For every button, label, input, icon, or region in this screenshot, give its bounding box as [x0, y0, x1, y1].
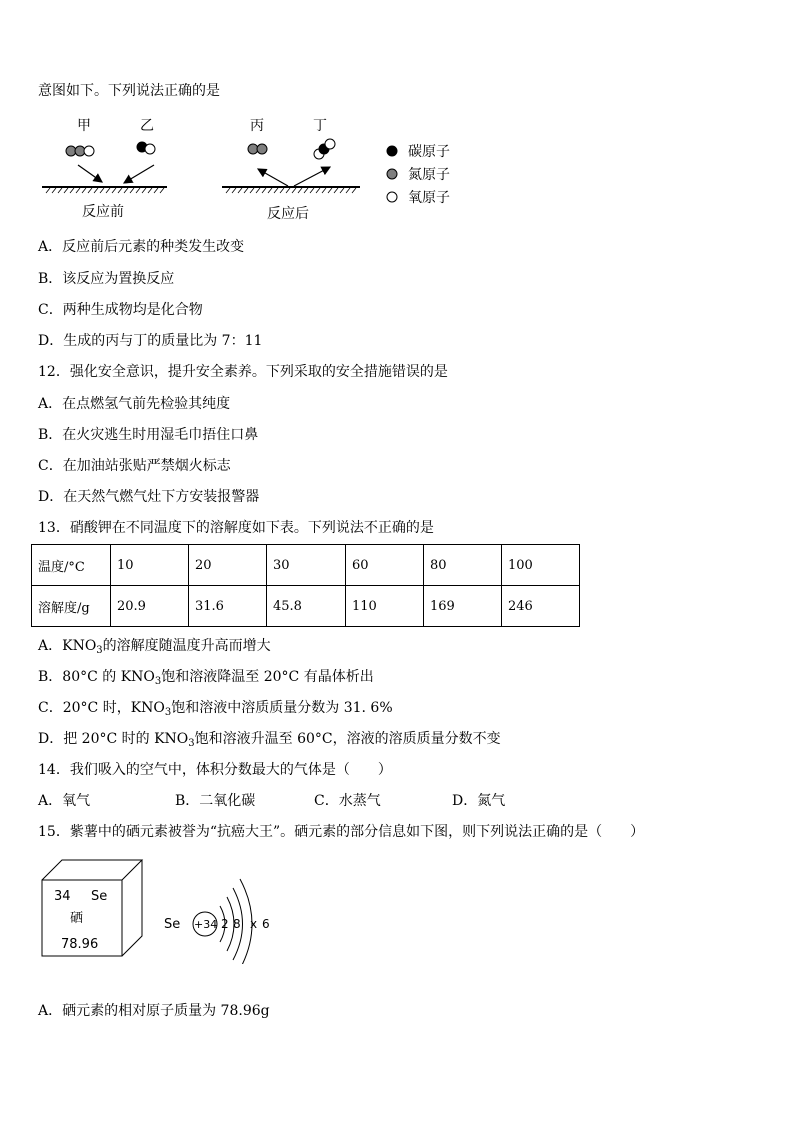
- q15-stem: 15．紫薯中的硒元素被誉为“抗癌大王”。硒元素的部分信息如下图，则下列说法正确的是（ ）: [38, 824, 645, 840]
- q14-options: [38, 792, 505, 810]
- table-cell: 246: [502, 586, 580, 627]
- surface-after: [222, 187, 360, 193]
- q11-option-a: A．反应前后元素的种类发生改变: [38, 239, 245, 255]
- molecule-yi: [137, 142, 155, 154]
- surface-before: [42, 187, 167, 193]
- table-row: [32, 545, 580, 586]
- label-ding: 丁: [313, 118, 327, 134]
- q14-option-c: C．水蒸气: [314, 793, 381, 809]
- q11-intro: 意图如下。下列说法正确的是: [38, 83, 220, 99]
- option-text: 饱和溶液升温至 60°C，溶液的溶质质量分数不变: [194, 731, 501, 747]
- q13-stem: 13．硝酸钾在不同温度下的溶解度如下表。下列说法不正确的是: [38, 520, 434, 536]
- label-yi: 乙: [140, 118, 154, 134]
- label-jia: 甲: [77, 118, 91, 134]
- table-row: [32, 586, 580, 627]
- table-cell: 60: [346, 545, 424, 586]
- option-text: B．80°C 的 KNO: [38, 669, 155, 685]
- element-number: 34: [54, 889, 71, 904]
- element-symbol: Se: [91, 889, 108, 904]
- shell-2: 8: [233, 917, 241, 931]
- subscript: 3: [96, 645, 103, 656]
- q14-option-a: A．氧气: [38, 793, 91, 809]
- table-cell: 31.6: [189, 586, 267, 627]
- option-text: 饱和溶液降温至 20°C 有晶体析出: [161, 669, 374, 685]
- q13-option-d: [38, 730, 501, 753]
- label-bing: 丙: [250, 118, 264, 134]
- q13-option-b: [38, 668, 374, 691]
- molecule-ding: [314, 139, 335, 159]
- legend-nitrogen: 氮原子: [408, 167, 450, 183]
- q11-option-c: C．两种生成物均是化合物: [38, 302, 203, 318]
- q14-stem: 14．我们吸入的空气中，体积分数最大的气体是（ ）: [38, 762, 392, 778]
- option-text: 的溶解度随温度升高而增大: [102, 638, 271, 654]
- option-text: A．KNO: [38, 638, 97, 654]
- reaction-diagram: [30, 112, 470, 224]
- option-text: 饱和溶液中溶质质量分数为 31. 6%: [171, 700, 393, 716]
- shell-4: 6: [262, 917, 270, 931]
- subscript: 3: [154, 676, 162, 687]
- table-cell: 10: [111, 545, 189, 586]
- table-cell: 110: [346, 586, 424, 627]
- q14-option-b: B．二氧化碳: [175, 793, 256, 809]
- legend: [387, 144, 450, 206]
- legend-oxygen: 氧原子: [408, 190, 450, 206]
- q13-option-c: [38, 699, 393, 722]
- atom-symbol: Se: [164, 917, 181, 932]
- molecule-bing: [248, 144, 267, 154]
- q12-option-b: B．在火灾逃生时用湿毛巾捂住口鼻: [38, 427, 259, 443]
- table-cell: 温度/°C: [32, 545, 111, 586]
- q11-option-d: D．生成的丙与丁的质量比为 7：11: [38, 333, 263, 349]
- shell-1: 2: [221, 917, 229, 931]
- table-cell: 30: [267, 545, 346, 586]
- solubility-table: [31, 544, 580, 627]
- table-cell: 20: [189, 545, 267, 586]
- element-mass: 78.96: [61, 937, 99, 952]
- q14-option-d: D．氮气: [452, 793, 506, 809]
- molecule-jia: [66, 146, 94, 156]
- option-text: D．把 20°C 时的 KNO: [38, 731, 189, 747]
- q15-option-a: A．硒元素的相对原子质量为 78.96g: [38, 1003, 270, 1019]
- q12-option-d: D．在天然气燃气灶下方安装报警器: [38, 489, 260, 505]
- table-cell: 45.8: [267, 586, 346, 627]
- q12-stem: 12．强化安全意识，提升安全素养。下列采取的安全措施错误的是: [38, 364, 448, 380]
- legend-carbon: 碳原子: [408, 144, 450, 160]
- label-after: 反应后: [267, 206, 309, 222]
- nucleus-charge: +34: [194, 918, 218, 931]
- subscript: 3: [164, 707, 172, 718]
- element-name: 硒: [70, 911, 84, 926]
- q13-option-a: [38, 637, 271, 660]
- table-cell: 溶解度/g: [32, 586, 111, 627]
- selenium-info-figure: [34, 852, 294, 964]
- table-cell: 100: [502, 545, 580, 586]
- subscript: 3: [188, 738, 195, 749]
- option-text: C．20°C 时，KNO: [38, 700, 165, 716]
- label-before: 反应前: [82, 204, 124, 220]
- shell-3: x: [250, 917, 258, 931]
- table-cell: 169: [424, 586, 502, 627]
- q12-option-c: C．在加油站张贴严禁烟火标志: [38, 458, 231, 474]
- q12-option-a: A．在点燃氢气前先检验其纯度: [38, 396, 231, 412]
- table-cell: 80: [424, 545, 502, 586]
- q11-option-b: B．该反应为置换反应: [38, 271, 175, 287]
- table-cell: 20.9: [111, 586, 189, 627]
